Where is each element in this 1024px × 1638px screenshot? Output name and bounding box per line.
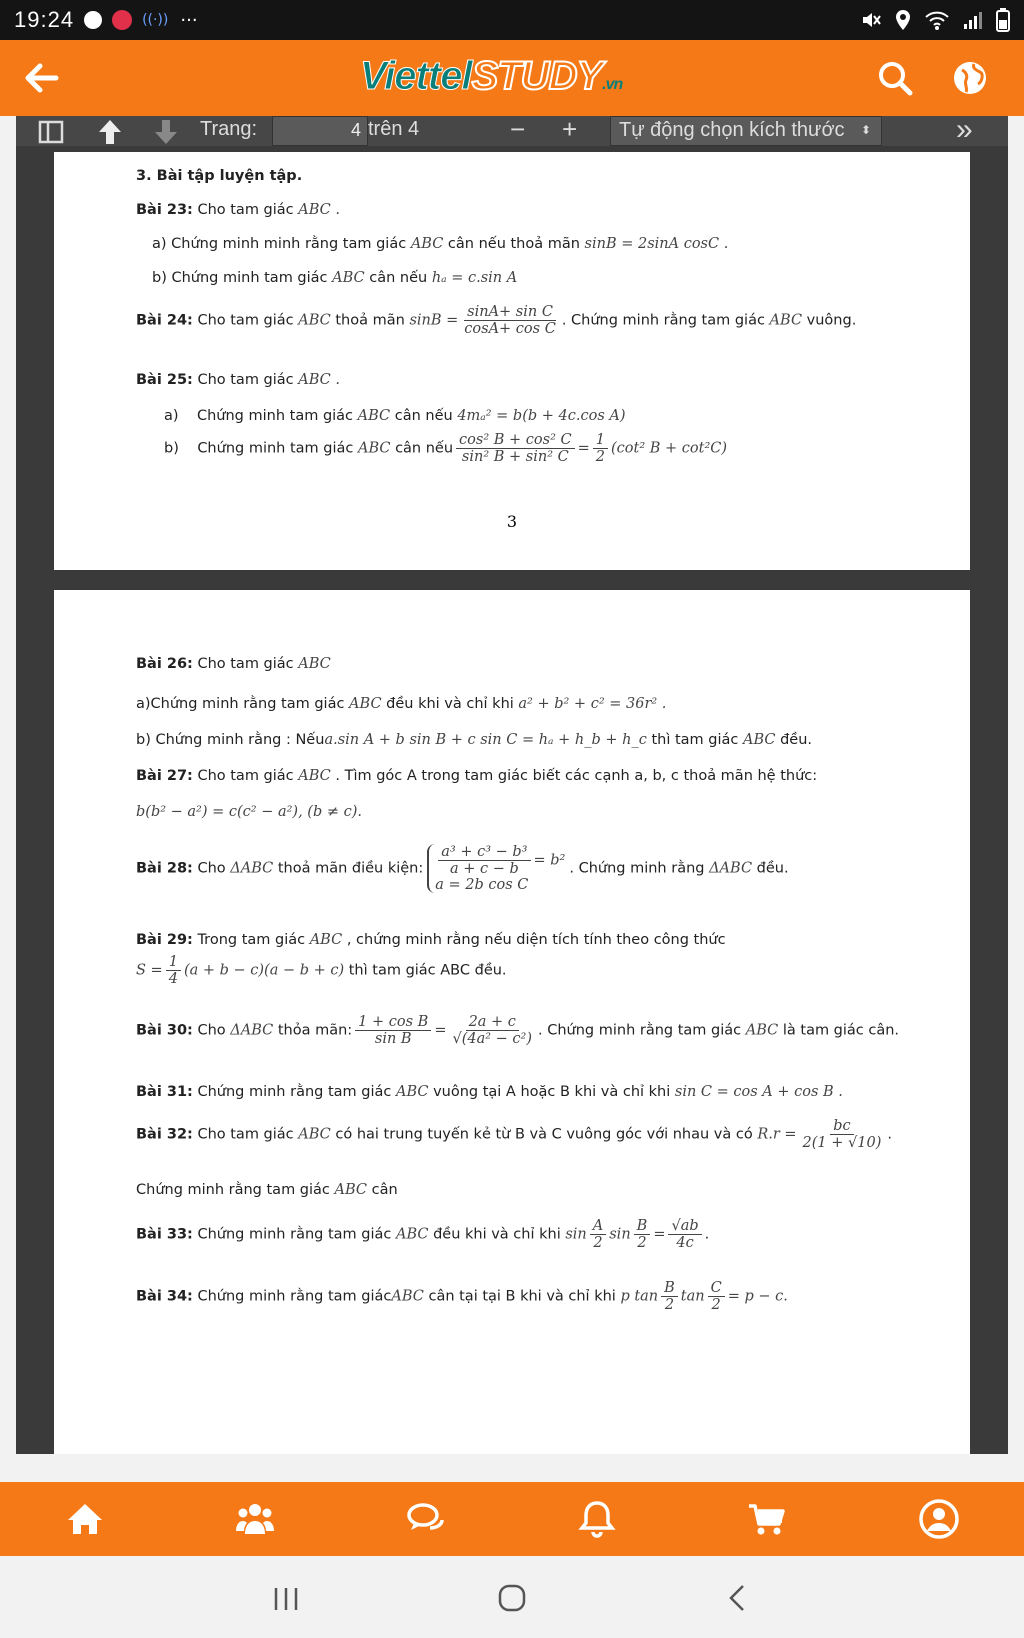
b24-text3: . Chứng minh rằng tam giác: [561, 312, 765, 329]
b27-label: Bài 27:: [136, 768, 193, 784]
b31-math1: ABC: [395, 1084, 429, 1100]
b33-sin2: sin: [609, 1226, 631, 1243]
b32-numerator: bc: [830, 1118, 853, 1135]
b34-two-b: 2: [711, 1297, 721, 1313]
exercise-27-equation: [136, 804, 362, 820]
logo-part-study: STUDY: [471, 54, 603, 98]
b33-dot: .: [704, 1226, 710, 1243]
b33-a: A: [590, 1218, 606, 1235]
clock: 19:24: [14, 7, 75, 32]
b33-denominator: 4c: [676, 1235, 694, 1251]
exercise-30: [136, 1014, 899, 1047]
b24-text2: thoả mãn: [335, 312, 405, 329]
exercise-25: [136, 372, 340, 388]
b31-text2: vuông tại A hoặc B khi và chỉ khi: [433, 1084, 671, 1100]
system-nav: [0, 1556, 1024, 1638]
b33-fraction-rhs: [668, 1218, 701, 1251]
more-notifications: ···: [180, 9, 198, 31]
page-label: Trang:: [200, 118, 258, 140]
b23b-math1: ABC: [332, 270, 365, 286]
b32-denominator: 2(1 + √10): [802, 1135, 882, 1151]
exercise-31: [136, 1084, 843, 1100]
exercise-27: [136, 768, 817, 784]
b32-math1: ABC: [298, 1126, 331, 1143]
exercise-25a: [164, 408, 626, 424]
b28-math2: ΔABC: [709, 860, 753, 877]
b29-s: S =: [136, 962, 163, 979]
signal-notification-icon: ((·)): [142, 12, 169, 28]
cell-signal-icon: [962, 9, 984, 31]
notification-icon: [84, 11, 102, 29]
b31-text: Chứng minh rằng tam giác: [197, 1084, 392, 1100]
b30-numerator1: 1 + cos B: [355, 1014, 431, 1031]
b29-text: Trong tam giác: [197, 932, 306, 948]
b24-numerator: sinA+ sin C: [464, 304, 556, 321]
b28-text3: . Chứng minh rằng: [569, 860, 705, 877]
b32-fraction: [800, 1118, 885, 1151]
b25a-text2: cân nếu: [394, 408, 453, 424]
b25b-math1: ABC: [357, 440, 391, 457]
section-heading: [136, 168, 302, 184]
b31-math2: sin C = cos A + cos B .: [674, 1084, 843, 1100]
b33-sin1: sin: [565, 1226, 587, 1243]
b24-label: Bài 24:: [136, 312, 193, 329]
b24-math3: ABC: [769, 312, 803, 329]
location-icon: [894, 9, 912, 31]
pdf-page-4: [54, 590, 970, 1454]
b26b-text: b) Chứng minh rằng : Nếu: [136, 732, 325, 748]
b25b-half-denominator: 2: [595, 449, 605, 465]
b30-math1: ΔABC: [230, 1022, 274, 1039]
b32-text: Cho tam giác: [197, 1126, 294, 1143]
b33-label: Bài 33:: [136, 1226, 193, 1243]
b26-math: ABC: [298, 656, 331, 672]
b23b-text2: cân nếu: [369, 270, 428, 286]
b30-denominator1: sin B: [374, 1031, 412, 1047]
exercise-24: [136, 304, 856, 337]
more-tools-button[interactable]: »: [956, 116, 973, 146]
b33-numerator: √ab: [668, 1218, 701, 1235]
b25b-numerator: cos² B + cos² C: [456, 432, 575, 449]
b28-text4: đều.: [756, 860, 789, 877]
b25a-label: a): [164, 408, 179, 424]
b30-math2: ABC: [745, 1022, 779, 1039]
b25b-equals: =: [577, 440, 590, 457]
exercise-33: [136, 1218, 709, 1251]
viettelstudy-logo: [360, 54, 622, 99]
zoom-select[interactable]: [610, 116, 882, 146]
group-icon[interactable]: [234, 1498, 276, 1540]
b25b-text2: cân nếu: [395, 440, 454, 457]
globe-icon[interactable]: [950, 58, 990, 98]
b24-math1: ABC: [298, 312, 331, 329]
b26a-text: a)Chứng minh rằng tam giác: [136, 696, 345, 712]
pdf-viewer[interactable]: [16, 116, 1008, 1454]
b23b-text: b) Chứng minh tam giác: [152, 270, 328, 286]
b24-fraction: [461, 304, 559, 337]
b34-label: Bài 34:: [136, 1288, 193, 1305]
exercise-23b: [152, 270, 517, 286]
b26-text: Cho tam giác: [197, 656, 294, 672]
mute-icon: [860, 9, 882, 31]
b28-system: [427, 844, 565, 893]
page-number-input[interactable]: 4: [272, 116, 368, 146]
b33-math1: ABC: [395, 1226, 429, 1243]
exercise-29: [136, 932, 726, 948]
b29-rest: (a + b − c)(a − b + c): [183, 962, 345, 979]
b31-label: Bài 31:: [136, 1084, 193, 1100]
b33-two-a: 2: [593, 1235, 603, 1251]
back-chevron-icon[interactable]: [718, 1578, 758, 1618]
b34-two-a: 2: [664, 1297, 675, 1313]
b34-tan: tan: [680, 1288, 705, 1305]
b25a-math1: ABC: [357, 408, 391, 424]
b29-label: Bài 29:: [136, 932, 193, 948]
b24-denominator: cosA+ cos C: [464, 321, 556, 337]
b33-b: B: [634, 1218, 651, 1235]
chat-icon[interactable]: [404, 1498, 446, 1540]
b25a-text: Chứng minh tam giác: [196, 408, 354, 424]
b27-text2: . Tìm góc A trong tam giác biết các cạnh a, b, c thoả mãn hệ thức:: [335, 768, 818, 784]
b23-math: ABC .: [298, 202, 340, 218]
b28-text: Cho: [197, 860, 226, 877]
b29-fraction: [166, 954, 181, 987]
wifi-icon: [924, 9, 950, 31]
b26b-text3: đều.: [780, 732, 813, 748]
b23-label: Bài 23:: [136, 202, 193, 218]
b34-fraction-b: [661, 1280, 678, 1313]
b25-math: ABC .: [298, 372, 340, 388]
b27-text: Cho tam giác: [197, 768, 294, 784]
home-icon[interactable]: [64, 1498, 106, 1540]
b32-line2b: cân: [371, 1182, 398, 1198]
page-number: 3: [506, 512, 518, 531]
b26b-math: a.sin A + b sin B + c sin C = hₐ + h_b + h_c: [324, 732, 647, 748]
exercise-29-formula: [136, 954, 507, 987]
bottom-nav: [0, 1482, 1024, 1556]
page-total-label: trên 4: [368, 118, 420, 140]
b28-denominator: a + c − b: [449, 861, 519, 877]
b24-text4: vuông.: [806, 312, 857, 329]
search-icon[interactable]: [875, 58, 915, 98]
b23b-math2: hₐ = c.sin A: [431, 270, 518, 286]
b26a-math1: ABC: [349, 696, 382, 712]
b32-math2: R.r =: [757, 1126, 797, 1143]
b28-equation2: a = 2b cos C: [435, 877, 529, 893]
status-icons: [860, 8, 1010, 32]
b30-equals: =: [434, 1022, 447, 1039]
b32-math3: ABC: [334, 1182, 368, 1198]
b23-text: Cho tam giác: [197, 202, 294, 218]
b34-math1: ABC: [391, 1288, 424, 1305]
b25b-half: [593, 432, 608, 465]
exercise-32: [136, 1118, 892, 1151]
b28-system-line1: [435, 844, 565, 877]
exercise-28: [136, 844, 789, 893]
b26a-math2: a² + b² + c² = 36r² .: [518, 696, 667, 712]
b32-text2: có hai trung tuyến kẻ từ B và C vuông góc với nhau và có: [335, 1126, 753, 1143]
b25b-text: Chứng minh tam giác: [197, 440, 354, 457]
b25-label: Bài 25:: [136, 372, 193, 388]
b30-numerator2: 2a + c: [466, 1014, 519, 1031]
pdf-toolbar: [16, 116, 1008, 146]
b25b-label: b): [164, 440, 179, 457]
exercise-23: [136, 202, 340, 218]
zoom-out-button[interactable]: −: [510, 116, 526, 144]
b30-fraction1: [355, 1014, 431, 1047]
b23a-text: a) Chứng minh minh rằng tam giác: [152, 236, 407, 252]
exercise-25b: [164, 432, 727, 465]
section-title: 3. Bài tập luyện tập.: [136, 168, 303, 184]
exercise-26: [136, 656, 331, 672]
b28-equation1: = b²: [533, 852, 566, 869]
b33-text: Chứng minh rằng tam giác: [197, 1226, 392, 1243]
select-arrows-icon: ⬍: [860, 123, 871, 137]
exercise-34: [136, 1280, 788, 1313]
b27-math: ABC: [298, 768, 331, 784]
b23a-text2: cân nếu thoả mãn: [447, 236, 580, 252]
sidebar-toggle-icon[interactable]: [38, 116, 64, 146]
b24-math2: sinB =: [409, 312, 459, 329]
zoom-in-button[interactable]: +: [562, 116, 578, 144]
status-bar: [0, 0, 1024, 40]
b30-text: Cho: [197, 1022, 226, 1039]
b33-text2: đều khi và chỉ khi: [433, 1226, 561, 1243]
zoom-select-value: Tự động chọn kích thước: [619, 119, 845, 141]
b28-numerator: a³ + c³ − b³: [438, 844, 530, 861]
b33-fraction-b: [634, 1218, 651, 1251]
b28-math1: ΔABC: [230, 860, 274, 877]
b25a-math2: 4mₐ² = b(b + 4c.cos A): [457, 408, 626, 424]
exercise-26a: [136, 696, 666, 712]
pdf-page-3: [54, 152, 970, 570]
b26-label: Bài 26:: [136, 656, 193, 672]
b34-text: Chứng minh rằng tam giác: [197, 1288, 392, 1305]
bell-icon[interactable]: [576, 1498, 618, 1540]
b33-equals: =: [653, 1226, 666, 1243]
b28-label: Bài 28:: [136, 860, 193, 877]
exercise-32-line2: [136, 1182, 398, 1198]
app-bar: [0, 40, 1024, 116]
next-page-icon[interactable]: [152, 116, 180, 146]
b33-two-b: 2: [637, 1235, 647, 1251]
b29-text3: thì tam giác ABC đều.: [348, 962, 507, 979]
b25b-half-numerator: 1: [593, 432, 608, 449]
b29-numerator: 1: [166, 954, 181, 971]
exercise-23a: [152, 236, 728, 252]
b29-denominator: 4: [168, 971, 178, 987]
b32-label: Bài 32:: [136, 1126, 193, 1143]
app-notification-icon: [112, 10, 132, 30]
b29-text2: , chứng minh rằng nếu diện tích tính theo công thức: [346, 932, 726, 948]
b26b-text2: thì tam giác: [651, 732, 739, 748]
b30-text3: . Chứng minh rằng tam giác: [538, 1022, 742, 1039]
b25b-rest: (cot² B + cot²C): [610, 440, 728, 457]
profile-icon[interactable]: [918, 1498, 960, 1540]
b27-equation: b(b² − a²) = c(c² − a²), (b ≠ c).: [136, 804, 362, 820]
b32-line2: Chứng minh rằng tam giác: [136, 1182, 330, 1198]
b26a-text2: đều khi và chỉ khi: [386, 696, 514, 712]
b34-ptan: p tan: [620, 1288, 659, 1305]
b26b-math2: ABC: [742, 732, 776, 748]
b30-text2: thỏa mãn:: [277, 1022, 353, 1039]
b34-c: C: [708, 1280, 725, 1297]
b29-math: ABC: [309, 932, 343, 948]
previous-page-icon[interactable]: [96, 116, 124, 146]
b30-fraction2: [449, 1014, 535, 1047]
back-arrow-icon[interactable]: [22, 58, 62, 98]
b34-b: B: [661, 1280, 678, 1297]
b28-text2: thoả mãn điều kiện:: [277, 860, 424, 877]
b32-dot: .: [887, 1126, 892, 1143]
b33-fraction-a: [590, 1218, 606, 1251]
cart-icon[interactable]: [746, 1498, 788, 1540]
b34-rest: = p − c.: [727, 1288, 788, 1305]
b30-label: Bài 30:: [136, 1022, 193, 1039]
b28-fraction: [438, 844, 530, 877]
b30-denominator2: √(4a² − c²): [452, 1031, 533, 1047]
recents-icon[interactable]: [266, 1578, 306, 1618]
b30-text4: là tam giác cân.: [782, 1022, 900, 1039]
logo-part-viettel: Viettel: [360, 54, 472, 98]
exercise-26b: [136, 732, 812, 748]
b25b-fraction: [456, 432, 575, 465]
b24-text: Cho tam giác: [197, 312, 294, 329]
b34-text2: cân tại tại B khi và chỉ khi: [428, 1288, 616, 1305]
b34-fraction-c: [708, 1280, 725, 1313]
battery-icon: [996, 8, 1010, 32]
home-circle-icon[interactable]: [492, 1578, 532, 1618]
b23a-math1: ABC: [410, 236, 444, 252]
logo-suffix: .vn: [602, 76, 623, 93]
b25b-denominator: sin² B + sin² C: [461, 449, 569, 465]
b25-text: Cho tam giác: [197, 372, 294, 388]
b23a-math2: sinB = 2sinA cosC .: [584, 236, 729, 252]
